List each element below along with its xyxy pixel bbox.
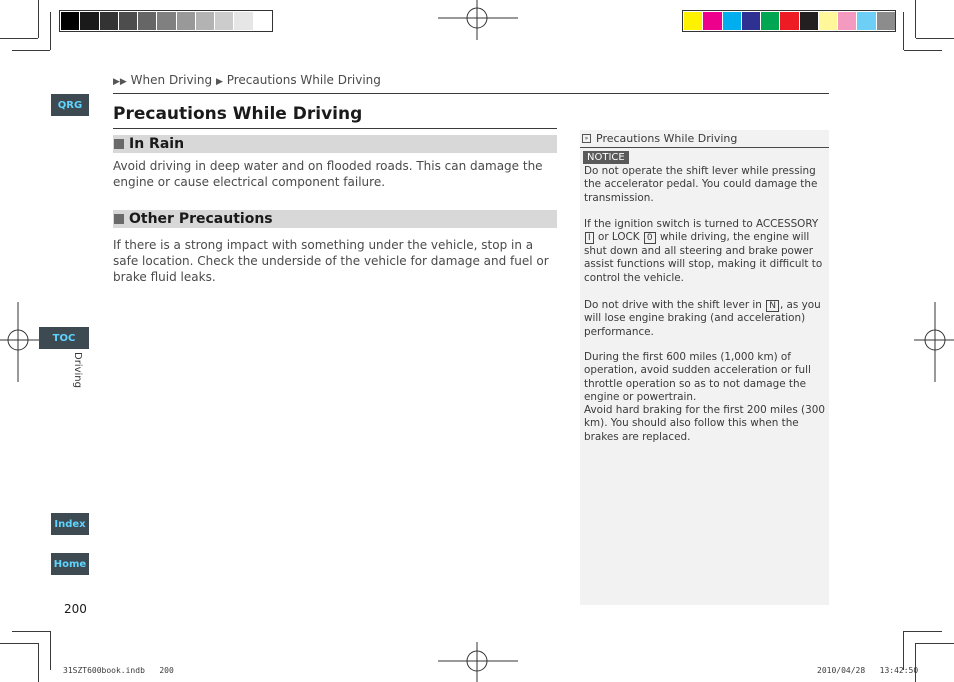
footer-date: 2010/04/28 (817, 666, 866, 675)
home-button[interactable] (51, 553, 89, 575)
index-label: Index (54, 518, 86, 530)
sidebar-paragraph-shift-lever: Do not operate the shift lever while pressing the accelerator pedal. You could damage the transmission. (584, 165, 818, 204)
breadcrumb-link-when-driving[interactable]: When Driving (130, 73, 213, 87)
sidebar-paragraph-break-in: During the first 600 miles (1,000 km) of operation, avoid sudden acceleration or full throttle operation so as to not damage the engine or powertrain. (584, 351, 811, 404)
key-lock-icon: 0 (644, 232, 656, 244)
crop-mark (50, 12, 51, 50)
color-swatch (684, 12, 702, 30)
square-bullet-icon (114, 139, 124, 149)
crop-mark (0, 643, 38, 644)
color-swatch (819, 12, 837, 30)
sidebar-text: while driving, the engine will shut down and all steering and brake power assist functions will stop, making it difficult to control the vehicle. (584, 231, 823, 284)
breadcrumb (113, 73, 381, 87)
crop-mark (38, 0, 39, 38)
section-body-in-rain: Avoid driving in deep water and on flooded roads. This can damage the engine or cause electrical component failure. (113, 159, 543, 189)
sidebar-header (580, 130, 829, 148)
color-swatch (800, 12, 818, 30)
crop-mark (903, 631, 904, 670)
sidebar-paragraph-braking: Avoid hard braking for the first 200 miles (300 km). You should also follow this when the brakes are replaced. (584, 404, 825, 443)
sidebar-text: Do not drive with the shift lever in (584, 299, 762, 311)
crop-mark (50, 631, 51, 670)
toc-button[interactable] (39, 327, 89, 349)
footer-file-name: 31SZT600book.indb (63, 666, 145, 675)
breadcrumb-arrow-icon: ▶▶ (113, 77, 127, 87)
color-swatch (742, 12, 760, 30)
crop-mark (916, 38, 954, 39)
crop-mark (904, 631, 942, 632)
color-swatch (838, 12, 856, 30)
color-swatch (215, 12, 233, 30)
sidebar-note (580, 130, 829, 605)
registration-mark-bottom (438, 642, 518, 682)
color-swatch (157, 12, 175, 30)
square-bullet-icon (114, 214, 124, 224)
notice-label: NOTICE (583, 151, 629, 164)
color-swatch (877, 12, 895, 30)
color-swatch (723, 12, 741, 30)
crop-mark (12, 631, 50, 632)
crop-mark (903, 12, 904, 50)
crop-mark (0, 38, 38, 39)
section-heading-text: Other Precautions (129, 211, 273, 227)
crop-mark (916, 643, 954, 644)
section-body-other-precautions: If there is a strong impact with something under the vehicle, stop in a safe location. Check the underside of the vehicle for damage and fuel or brake fluid leaks. (113, 238, 549, 284)
crop-mark (12, 50, 50, 51)
section-heading-other-precautions (113, 210, 557, 228)
sidebar-text: If the ignition switch is turned to ACCESSORY (584, 218, 819, 230)
breadcrumb-divider (113, 93, 829, 94)
color-swatch (61, 12, 79, 30)
color-swatch (254, 12, 272, 30)
color-swatch (119, 12, 137, 30)
color-swatch (177, 12, 195, 30)
breadcrumb-arrow-icon: ▶ (215, 77, 223, 87)
crop-mark (915, 643, 916, 682)
color-swatch (196, 12, 214, 30)
gray-calibration-bar (59, 10, 273, 32)
chapter-tab-driving[interactable]: Driving (72, 352, 83, 388)
sidebar-title: Precautions While Driving (596, 132, 738, 145)
color-swatch (80, 12, 98, 30)
index-button[interactable] (51, 513, 89, 535)
color-swatch (857, 12, 875, 30)
registration-mark-top (438, 0, 518, 40)
color-swatch (138, 12, 156, 30)
section-heading-text: In Rain (129, 136, 185, 152)
registration-mark-right (914, 302, 954, 382)
print-footer-timestamp (817, 666, 918, 675)
home-label: Home (53, 558, 87, 570)
title-divider (113, 128, 557, 129)
color-swatch (761, 12, 779, 30)
color-swatch (100, 12, 118, 30)
key-accessory-icon: I (585, 232, 594, 244)
crop-mark (915, 0, 916, 38)
qrg-button[interactable] (51, 94, 89, 116)
qrg-label: QRG (57, 99, 83, 111)
footer-file-page: 200 (159, 666, 174, 675)
section-heading-in-rain (113, 135, 557, 153)
crop-mark (904, 50, 942, 51)
color-swatch (703, 12, 721, 30)
breadcrumb-current: Precautions While Driving (226, 73, 381, 87)
sidebar-text: , as you will lose engine braking (and acceleration) performance. (584, 299, 821, 338)
crop-mark (38, 643, 39, 682)
color-calibration-bar (682, 10, 896, 32)
page-title: Precautions While Driving (113, 104, 363, 124)
note-marker-icon: » (582, 134, 591, 143)
print-footer-file (63, 666, 174, 675)
page-number: 200 (64, 602, 87, 616)
key-neutral-icon: N (766, 300, 779, 312)
footer-time: 13:42:50 (879, 666, 919, 675)
sidebar-paragraph-ignition (584, 218, 828, 285)
sidebar-text: or LOCK (597, 231, 640, 244)
color-swatch (780, 12, 798, 30)
registration-mark-left (0, 302, 40, 382)
color-swatch (234, 12, 252, 30)
toc-label: TOC (52, 332, 76, 344)
sidebar-paragraph-neutral (584, 299, 828, 339)
